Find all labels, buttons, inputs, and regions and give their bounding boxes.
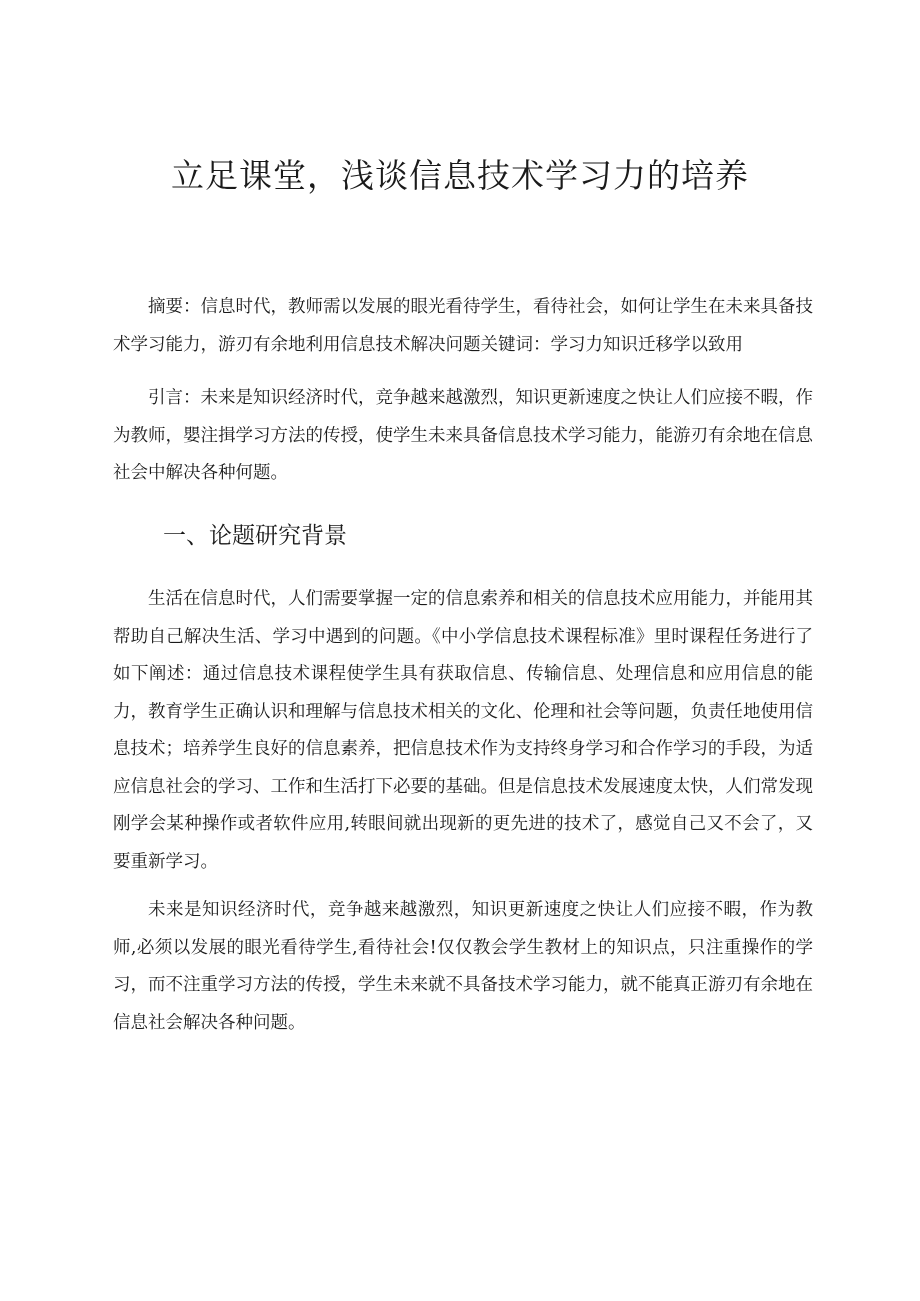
introduction-paragraph: 引言：未来是知识经济时代，竞争越来越激烈，知识更新速度之快让人们应接不暇，作为教师，嬰注揖学习方法的传授，使学生未来具备信息技术学习能力，能游刃有余地在信息社会中解决各种何题。 bbox=[113, 388, 813, 483]
body-paragraph: 未来是知识经济时代，竞争越来越激烈，知识更新速度之快让人们应接不暇，作为教师,必须以发展的眼光看待学生,看待社会!仅仅教会学生教材上的知识点，只注重操作的学习，而不注重学习方法的传授，学生未来就不具备技术学习能力，就不能真正游刃有余地在信息社会解决各种问题。 bbox=[113, 900, 813, 1033]
document-title: 立足课堂，浅谈信息技术学习力的培养 bbox=[171, 156, 749, 195]
body-paragraph: 生活在信息时代，人们需要掌握一定的信息索养和相关的信息技术应用能力，并能用其帮助自己解决生活、学习中遇到的问题。《中小学信息技术课程标准》里时课程任务进行了如下阐述：通过信息技术课程使学生具有获取信息、传输信息、处理信息和应用信息的能力，教育学生正确认识和理解与信息技术相关的文化、伦理和社会等问题，负责任地使用信息技术；培养学生良好的信息素养，把信息技术作为支持终身学习和合作学习的手段，为适应信息社会的学习、工作和生活打下必要的基础。但是信息技术发展速度太快，人们常发现刚学会某种操作或者软件应用,转眼间就出现新的更先进的技术了，感觉自己又不会了，又要重新学习。 bbox=[113, 589, 813, 872]
abstract-paragraph: 摘要：信息时代，教师需以发展的眼光看待学生，看待社会，如何让学生在未来具备技术学习能力，游刃有余地利用信息技术解决问题关键词：学习力知识迁移学以致用 bbox=[113, 297, 813, 355]
section-heading: 一、论题研究背景 bbox=[163, 523, 347, 549]
